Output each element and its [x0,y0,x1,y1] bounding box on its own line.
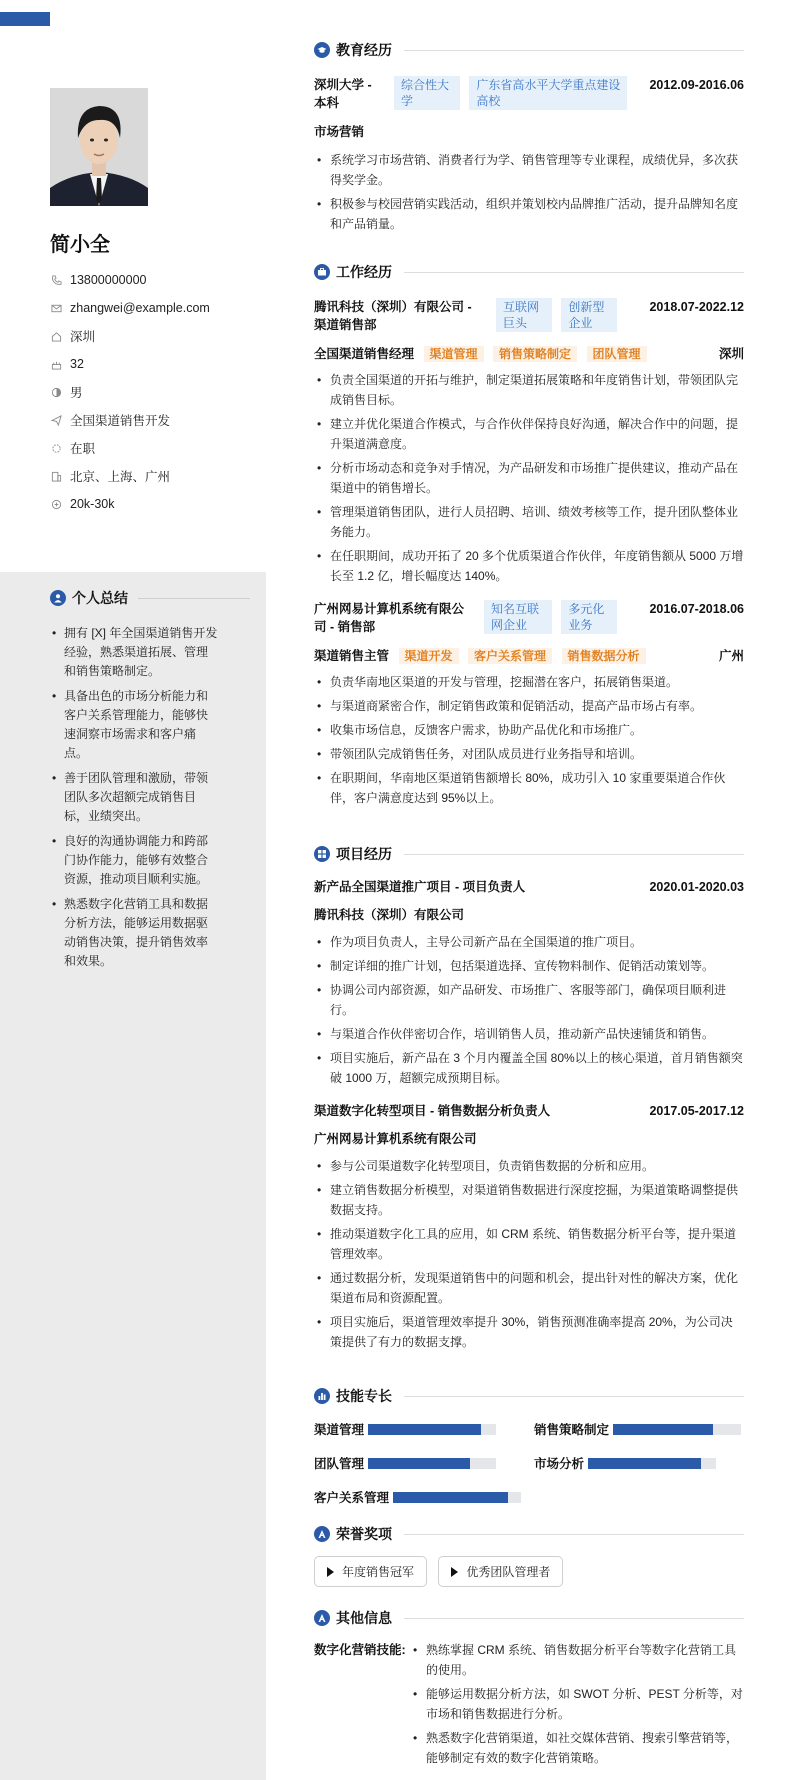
skill-fill [368,1424,481,1435]
list-item: • 与渠道商紧密合作，制定销售政策和促销活动，提高产品市场占有率。 [314,696,744,716]
top-accent-bar [0,12,50,26]
info-intent: 全国渠道销售开发 [70,414,171,428]
list-item: • 熟练掌握 CRM 系统、销售数据分析平台等数字化营销工具的使用。 [410,1640,744,1680]
divider [404,854,744,855]
mail-icon [50,302,62,314]
project-name: 渠道数字化转型项目 - 销售数据分析负责人 [314,1104,551,1118]
list-item: • 与渠道合作伙伴密切合作，培训销售人员，推动新产品快速铺货和销售。 [314,1024,744,1044]
divider [404,1396,744,1397]
info-status: 在职 [70,442,96,456]
project-bullets [314,1156,744,1352]
tag: 综合性大学 [394,76,460,110]
list-item: • 建立销售数据分析模型，对渠道销售数据进行深度挖掘，为渠道策略调整提供数据支持。 [314,1180,744,1220]
role-line [314,646,744,664]
award-badge [314,1556,427,1587]
skill-name: 市场分析 [534,1457,585,1471]
list-item: • 收集市场信息，反馈客户需求，协助产品优化和市场推广。 [314,720,744,740]
skill-name: 销售策略制定 [534,1423,610,1437]
projects-title: 项目经历 [336,846,392,862]
skill-bar [613,1424,741,1435]
skills-title: 技能专长 [336,1388,392,1404]
skill-bar [368,1424,496,1435]
tag: 渠道开发 [399,648,459,664]
education-bullets [314,150,744,234]
skill-name: 渠道管理 [314,1423,365,1437]
award-badge [438,1556,563,1587]
awards-section [314,1524,744,1587]
home-icon [50,330,62,342]
award-label: 优秀团队管理者 [466,1565,551,1579]
list-item: • 分析市场动态和竞争对手情况，为产品研发和市场推广提供建议，推动产品在渠道中的销售增长。 [314,458,744,498]
info-salary: 20k-30k [70,497,115,511]
skills-header [314,1386,744,1406]
info-row-locations [50,462,260,490]
info-age: 32 [70,357,84,371]
divider [404,272,744,273]
tag: 创新型企业 [561,298,617,332]
summary-header [50,588,250,608]
list-item: • 带领团队完成销售任务，对团队成员进行业务指导和培训。 [314,744,744,764]
company-tags [474,600,649,634]
company-name: 广州网易计算机系统有限公司 - 销售部 [314,602,465,634]
user-icon [50,590,66,606]
list-item: • 系统学习市场营销、消费者行为学、销售管理等专业课程，成绩优异，多次获得奖学金。 [314,150,744,190]
list-item: • 拥有 [X] 年全国渠道销售开发经验，熟悉渠道拓展、管理和销售策略制定。 [50,624,218,681]
list-item: • 善于团队管理和激励，带领团队多次超额完成销售目标，业绩突出。 [50,769,218,826]
role-line [314,344,744,362]
other-title: 其他信息 [336,1610,392,1626]
job-city: 广州 [718,649,744,663]
major: 市场营销 [314,125,365,139]
project-company: 广州网易计算机系统有限公司 [314,1132,477,1146]
divider [404,1534,744,1535]
project-date: 2017.05-2017.12 [649,1104,744,1118]
education-section [314,40,744,238]
list-item: • 项目实施后，新产品在 3 个月内覆盖全国 80%以上的核心渠道，首月销售额突破 1000 万，超额完成预期目标。 [314,1048,744,1088]
award-icon [314,1526,330,1542]
briefcase-icon [314,264,330,280]
other-section [314,1608,744,1772]
list-item: • 熟悉数字化营销渠道，如社交媒体营销、搜索引擎营销等，能够制定有效的数字化营销策略。 [410,1728,744,1768]
job-city: 深圳 [718,347,744,361]
list-item: • 建立并优化渠道合作模式，与合作伙伴保持良好沟通，解决合作中的问题，提升渠道满意度。 [314,414,744,454]
list-item: • 项目实施后，渠道管理效率提升 30%，销售预测准确率提高 20%，为公司决策提供了有力的数据支撑。 [314,1312,744,1352]
info-row-city [50,322,260,350]
other-bullets [410,1640,744,1772]
summary-list [50,624,218,977]
skills-grid [314,1420,744,1506]
list-item: • 作为项目负责人，主导公司新产品在全国渠道的推广项目。 [314,932,744,952]
role-group [314,646,646,664]
school-name: 深圳大学 - 本科 [314,78,372,110]
skill-bar [393,1492,521,1503]
skill-fill [613,1424,713,1435]
profile-name: 简小全 [50,234,110,256]
phone-icon [50,274,62,286]
info-gender: 男 [70,386,83,400]
project-date: 2020.01-2020.03 [649,880,744,894]
building-icon [50,470,62,482]
money-icon [50,498,62,510]
work-header [314,262,744,282]
other-row [314,1640,744,1772]
project-bullets [314,932,744,1088]
skill-name: 客户关系管理 [314,1491,390,1505]
education-title: 教育经历 [336,42,392,58]
job-bullets [314,672,744,808]
work-title: 工作经历 [336,264,392,280]
cake-icon [50,358,62,370]
award-label: 年度销售冠军 [342,1565,415,1579]
list-item: • 能够运用数据分析方法，如 SWOT 分析、PEST 分析等，对市场和销售数据进行分析。 [410,1684,744,1724]
other-label: 数字化营销技能: [314,1643,406,1657]
skill-item [314,1454,534,1472]
list-item: • 在职期间，华南地区渠道销售额增长 80%，成功引入 10 家重要渠道合作伙伴，客户满意度达到 95%以上。 [314,768,744,808]
info-locations: 北京、上海、广州 [70,470,171,484]
job-date: 2016.07-2018.06 [649,602,744,616]
skill-item [534,1420,744,1438]
info-email: zhangwei@example.com [70,301,210,315]
list-item: • 协调公司内部资源，如产品研发、市场推广、客服等部门，确保项目顺利进行。 [314,980,744,1020]
awards-title: 荣誉奖项 [336,1526,392,1542]
info-row-gender [50,378,260,406]
education-tags [386,76,649,110]
skill-item [534,1454,744,1472]
info-row-intent [50,406,260,434]
info-row-age [50,350,260,378]
contact-info-list [50,266,260,518]
list-item: • 熟悉数字化营销工具和数据分析方法，能够运用数据驱动销售决策，提升销售效率和效果。 [50,895,218,971]
play-icon [327,1567,334,1577]
list-item: • 良好的沟通协调能力和跨部门协作能力，能够有效整合资源，推动项目顺利实施。 [50,832,218,889]
tag: 销售数据分析 [562,648,646,664]
divider [404,50,744,51]
list-item: • 积极参与校园营销实践活动，组织并策划校内品牌推广活动，提升品牌知名度和产品销量。 [314,194,744,234]
project-row [314,1102,744,1120]
skill-name: 团队管理 [314,1457,365,1471]
play-icon [451,1567,458,1577]
education-header [314,40,744,60]
info-row-email [50,294,260,322]
tag: 广东省高水平大学重点建设高校 [469,76,627,110]
other-header [314,1608,744,1628]
skill-fill [393,1492,508,1503]
tag: 渠道管理 [424,346,484,362]
education-date: 2012.09-2016.06 [649,78,744,92]
info-phone: 13800000000 [70,273,147,287]
projects-header [314,844,744,864]
list-item: • 具备出色的市场分析能力和客户关系管理能力，能够快速洞察市场需求和客户痛点。 [50,687,218,763]
job-row [314,600,744,636]
bar-chart-icon [314,1388,330,1404]
info-icon [314,1610,330,1626]
info-city: 深圳 [70,330,96,344]
tag: 知名互联网企业 [484,600,552,634]
list-item: • 管理渠道销售团队，进行人员招聘、培训、绩效考核等工作，提升团队整体业务能力。 [314,502,744,542]
skill-item [314,1488,534,1506]
info-row-phone [50,266,260,294]
job-date: 2018.07-2022.12 [649,300,744,314]
tag: 多元化业务 [561,600,617,634]
status-icon [50,442,62,454]
awards-header [314,1524,744,1544]
graduation-cap-icon [314,42,330,58]
role-title: 全国渠道销售经理 [314,347,415,361]
list-item: • 负责全国渠道的开拓与维护，制定渠道拓展策略和年度销售计划，带领团队完成销售目标。 [314,370,744,410]
skill-item [314,1420,534,1438]
list-item: • 通过数据分析，发现渠道销售中的问题和机会，提出针对性的解决方案，优化渠道布局和资源配置。 [314,1268,744,1308]
company-name: 腾讯科技（深圳）有限公司 - 渠道销售部 [314,300,472,332]
skill-fill [588,1458,701,1469]
work-section [314,262,744,812]
awards-list [314,1556,744,1587]
tag: 客户关系管理 [468,648,552,664]
info-row-status [50,434,260,462]
summary-title: 个人总结 [72,590,128,606]
role-group [314,344,647,362]
skills-section [314,1386,744,1506]
company-tags [486,298,649,332]
project-row [314,878,744,896]
skill-fill [368,1458,470,1469]
skill-bar [588,1458,716,1469]
divider [138,598,250,599]
info-row-salary [50,490,260,518]
list-item: • 制定详细的推广计划，包括渠道选择、宣传物料制作、促销活动策划等。 [314,956,744,976]
skill-bar [368,1458,496,1469]
divider [404,1618,744,1619]
list-item: • 推动渠道数字化工具的应用，如 CRM 系统、销售数据分析平台等，提升渠道管理效率。 [314,1224,744,1264]
projects-section [314,844,744,1356]
tag: 销售策略制定 [493,346,577,362]
avatar [50,88,148,206]
gender-icon [50,386,62,398]
tag: 团队管理 [587,346,647,362]
grid-icon [314,846,330,862]
list-item: • 参与公司渠道数字化转型项目，负责销售数据的分析和应用。 [314,1156,744,1176]
job-bullets [314,370,744,586]
send-icon [50,414,62,426]
education-row [314,76,744,112]
list-item: • 负责华南地区渠道的开发与管理，挖掘潜在客户，拓展销售渠道。 [314,672,744,692]
list-item: • 在任职期间，成功开拓了 20 多个优质渠道合作伙伴，年度销售额从 5000 万增长至 1.2 亿，增长幅度达 140%。 [314,546,744,586]
project-company: 腾讯科技（深圳）有限公司 [314,908,465,922]
job-row [314,298,744,334]
tag: 互联网巨头 [496,298,552,332]
project-name: 新产品全国渠道推广项目 - 项目负责人 [314,880,526,894]
role-title: 渠道销售主管 [314,649,390,663]
